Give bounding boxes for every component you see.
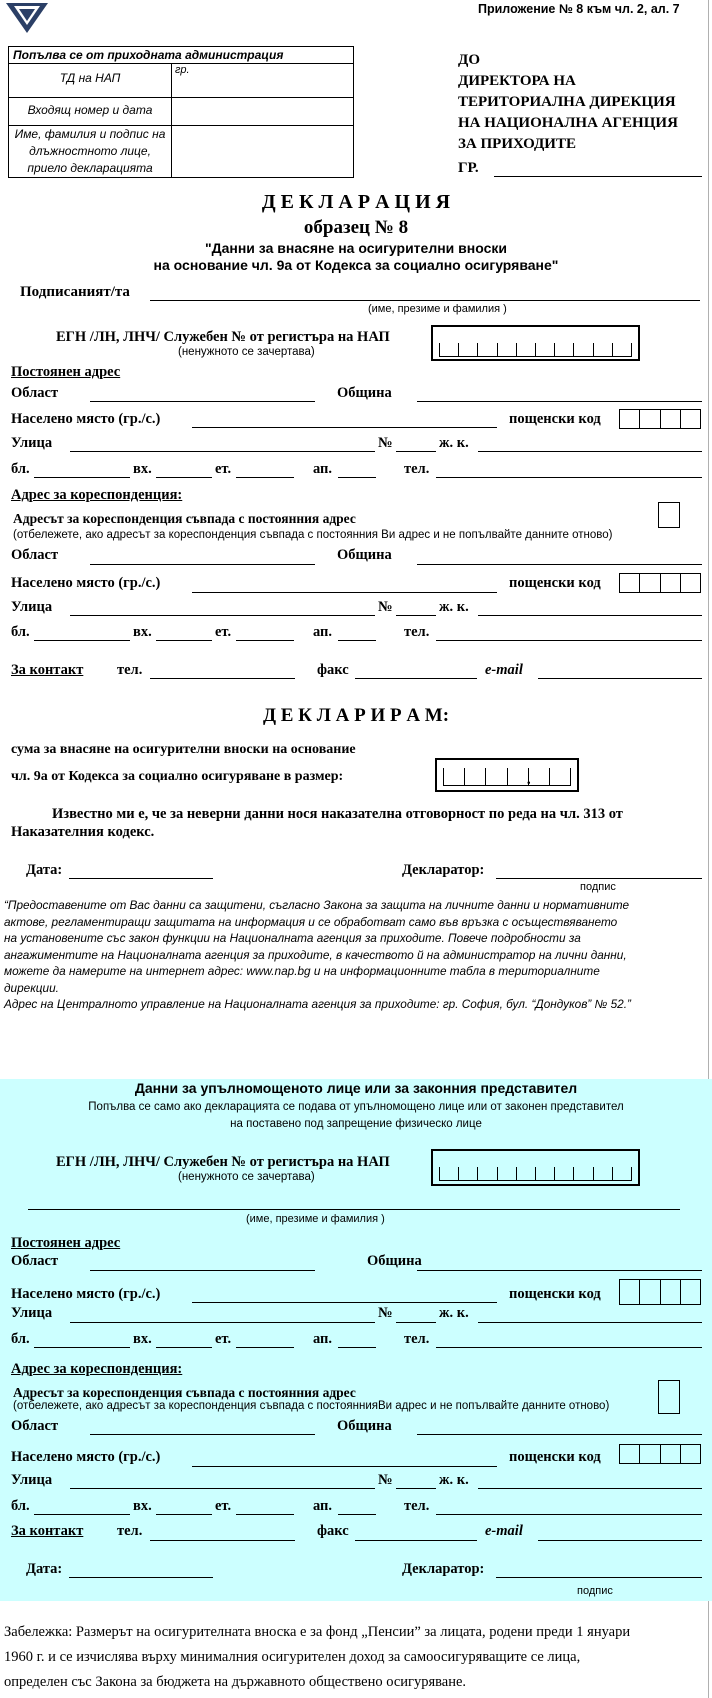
floor-field[interactable] bbox=[236, 640, 294, 641]
date-label: Дата: bbox=[26, 862, 63, 878]
correspondence-address-heading: Адрес за кореспонденция: bbox=[11, 487, 183, 503]
street-field[interactable] bbox=[70, 615, 375, 616]
rep-egn-hint: (ненужното се зачертава) bbox=[178, 1171, 315, 1183]
settlement-field[interactable] bbox=[192, 592, 497, 593]
addressee-line: ДО bbox=[458, 52, 480, 68]
district-label: ж. к. bbox=[439, 599, 469, 615]
admin-box-header: Попълва се от приходната администрация bbox=[13, 48, 284, 62]
rep-declarant-signature-field[interactable] bbox=[496, 1577, 702, 1578]
rep-correspondence-address-heading: Адрес за кореспонденция: bbox=[11, 1361, 183, 1377]
phone-field[interactable] bbox=[436, 1347, 702, 1348]
region-field[interactable] bbox=[90, 1270, 315, 1271]
block-label: бл. bbox=[11, 624, 30, 640]
district-field[interactable] bbox=[478, 1322, 702, 1323]
block-field[interactable] bbox=[34, 1514, 130, 1515]
settlement-label: Населено място (гр./с.) bbox=[11, 575, 161, 591]
rep-same-address-checkbox[interactable] bbox=[658, 1380, 680, 1414]
sample-number: образец № 8 bbox=[303, 217, 409, 238]
settlement-label: Населено място (гр./с.) bbox=[11, 411, 161, 427]
settlement-label: Населено място (гр./с.) bbox=[11, 1449, 161, 1465]
permanent-address-heading: Постоянен адрес bbox=[11, 364, 121, 380]
contact-phone-label: тел. bbox=[117, 662, 143, 678]
municipality-label: Община bbox=[367, 1253, 422, 1269]
rep-same-address-label: Адресът за кореспонденция съвпада с постоянния адрес bbox=[13, 1385, 356, 1400]
addressee-line: ДИРЕКТОРА НА bbox=[458, 73, 576, 89]
addressee-line: ТЕРИТОРИАЛНА ДИРЕКЦИЯ bbox=[458, 94, 676, 110]
settlement-field[interactable] bbox=[192, 1302, 497, 1303]
representative-note-2: на поставено под запрещение физическо лице bbox=[230, 1118, 482, 1130]
privacy-line: “Предоставените от Вас данни са защитени, съгласно Закона за защита на личните данни и нормативните bbox=[4, 898, 630, 912]
apartment-label: ап. bbox=[313, 461, 333, 477]
region-label: Област bbox=[11, 547, 59, 563]
municipality-field[interactable] bbox=[417, 564, 702, 565]
floor-field[interactable] bbox=[236, 1347, 294, 1348]
admin-row-td-value[interactable]: гр. bbox=[175, 64, 190, 76]
footer-line: Забележка: Размерът на осигурителната вноска е за фонд „Пенсии” за лицата, родени преди 1 януари bbox=[4, 1624, 631, 1640]
subtitle-line-1: "Данни за внасяне на осигурителни вноски bbox=[205, 240, 507, 256]
floor-label: ет. bbox=[215, 1498, 232, 1514]
district-field[interactable] bbox=[478, 615, 702, 616]
apartment-field[interactable] bbox=[338, 1347, 376, 1348]
same-address-label: Адресът за кореспонденция съвпада с постоянния адрес bbox=[13, 511, 356, 526]
street-label: Улица bbox=[11, 599, 53, 615]
entrance-field[interactable] bbox=[156, 640, 212, 641]
postcode-field[interactable] bbox=[619, 409, 701, 429]
rep-date-label: Дата: bbox=[26, 1561, 63, 1577]
liability-line-2: Наказателния кодекс. bbox=[11, 824, 155, 840]
postcode-field[interactable] bbox=[619, 1279, 701, 1305]
rep-same-address-hint: (отбележете, ако адресът за кореспонденция съвпада с постояннияВи адрес и не попълвайте данните отново) bbox=[13, 1400, 610, 1412]
region-field[interactable] bbox=[90, 564, 315, 565]
settlement-field[interactable] bbox=[192, 1466, 497, 1467]
admin-row-td-label: ТД на НАП bbox=[59, 71, 121, 85]
district-field[interactable] bbox=[478, 1488, 702, 1489]
street-label: Улица bbox=[11, 1305, 53, 1321]
liability-line-1: Известно ми е, че за неверни данни нося наказателна отговорност по реда на чл. 313 от bbox=[52, 806, 623, 822]
municipality-label: Община bbox=[337, 385, 392, 401]
addressee bbox=[458, 50, 678, 155]
signer-label: Подписаният/та bbox=[20, 284, 130, 300]
municipality-field[interactable] bbox=[417, 1434, 702, 1435]
addressee-line: ЗА ПРИХОДИТЕ bbox=[458, 136, 576, 152]
street-field[interactable] bbox=[70, 1488, 375, 1489]
number-field[interactable] bbox=[396, 615, 436, 616]
postcode-field[interactable] bbox=[619, 1444, 701, 1464]
municipality-field[interactable] bbox=[417, 401, 702, 402]
street-label: Улица bbox=[11, 1472, 53, 1488]
representative-title: Данни за упълномощеното лице или за законния представител bbox=[134, 1080, 578, 1096]
privacy-line: актове, регламентиращи защитата на информация и се обработват само във връзка с осъществяването bbox=[4, 914, 618, 929]
entrance-label: вх. bbox=[133, 1498, 152, 1514]
egn-label: ЕГН /ЛН, ЛНЧ/ Служебен № от регистъра на НАП bbox=[56, 329, 390, 345]
phone-label: тел. bbox=[404, 1498, 430, 1514]
settlement-field[interactable] bbox=[192, 427, 497, 428]
contact-label: За контакт bbox=[11, 662, 84, 678]
footer-line: 1960 г. и се изчислява върху минималния осигурителен доход за самоосигуряващите се лица, bbox=[4, 1649, 581, 1665]
email-field[interactable] bbox=[538, 678, 702, 679]
entrance-field[interactable] bbox=[156, 477, 212, 478]
rep-contact-phone-field[interactable] bbox=[150, 1540, 295, 1541]
entrance-label: вх. bbox=[133, 1331, 152, 1347]
block-field[interactable] bbox=[34, 640, 130, 641]
phone-field[interactable] bbox=[436, 640, 702, 641]
privacy-line: ангажиментите на Националната агенция за приходите, в качеството й на администратор на лични данни, bbox=[4, 947, 627, 962]
rep-fax-label: факс bbox=[317, 1523, 349, 1539]
entrance-field[interactable] bbox=[156, 1347, 212, 1348]
subtitle-line-2: на основание чл. 9а от Кодекса за социално осигуряване" bbox=[153, 257, 559, 273]
rep-egn-box[interactable] bbox=[431, 1149, 640, 1186]
block-label: бл. bbox=[11, 1331, 30, 1347]
region-field[interactable] bbox=[90, 401, 315, 402]
district-field[interactable] bbox=[478, 451, 702, 452]
district-label: ж. к. bbox=[439, 435, 469, 451]
admin-box bbox=[8, 46, 354, 178]
floor-label: ет. bbox=[215, 461, 232, 477]
representative-note-1: Попълва се само ако декларацията се подава от упълномощено лице или от законен представител bbox=[88, 1101, 624, 1113]
apartment-field[interactable] bbox=[338, 640, 376, 641]
contact-phone-field[interactable] bbox=[150, 678, 295, 679]
rep-contact-label: За контакт bbox=[11, 1523, 84, 1539]
document-title: Д Е К Л А Р А Ц И Я bbox=[261, 191, 451, 213]
rep-permanent-address-heading: Постоянен адрес bbox=[11, 1235, 121, 1251]
amount-line-1: сума за внасяне на осигурителни вноски на основание bbox=[11, 742, 356, 757]
declarant-signature-field[interactable] bbox=[496, 878, 702, 879]
district-label: ж. к. bbox=[439, 1305, 469, 1321]
phone-label: тел. bbox=[404, 461, 430, 477]
fax-field[interactable] bbox=[355, 678, 477, 679]
amount-box[interactable]: . bbox=[435, 758, 579, 792]
rep-name-field[interactable] bbox=[28, 1209, 680, 1210]
postcode-label: пощенски код bbox=[509, 1286, 601, 1302]
block-field[interactable] bbox=[34, 477, 130, 478]
street-field[interactable] bbox=[70, 451, 375, 452]
rep-name-hint: (име, презиме и фамилия ) bbox=[246, 1213, 385, 1225]
postcode-label: пощенски код bbox=[509, 575, 601, 591]
amount-line-2: чл. 9а от Кодекса за социално осигуряване в размер: bbox=[11, 769, 344, 784]
number-label: № bbox=[378, 599, 393, 615]
floor-field[interactable] bbox=[236, 1514, 294, 1515]
privacy-line: можете да намерите на интернет адрес: www.nap.bg и на информационните табла в териториалните bbox=[4, 964, 600, 978]
phone-field[interactable] bbox=[436, 477, 702, 478]
region-label: Област bbox=[11, 1253, 59, 1269]
district-label: ж. к. bbox=[439, 1472, 469, 1488]
rep-declarant-label: Декларатор: bbox=[402, 1561, 485, 1577]
block-label: бл. bbox=[11, 461, 30, 477]
phone-label: тел. bbox=[404, 1331, 430, 1347]
number-label: № bbox=[378, 1305, 393, 1321]
street-label: Улица bbox=[11, 435, 53, 451]
region-field[interactable] bbox=[90, 1434, 315, 1435]
floor-field[interactable] bbox=[236, 477, 294, 478]
settlement-label: Населено място (гр./с.) bbox=[11, 1286, 161, 1302]
entrance-label: вх. bbox=[133, 461, 152, 477]
addressee-city-field[interactable] bbox=[494, 176, 702, 177]
addressee-line: НА НАЦИОНАЛНА АГЕНЦИЯ bbox=[458, 115, 678, 131]
apartment-field[interactable] bbox=[338, 477, 376, 478]
postcode-label: пощенски код bbox=[509, 1449, 601, 1465]
number-label: № bbox=[378, 1472, 393, 1488]
fax-label: факс bbox=[317, 662, 349, 678]
floor-label: ет. bbox=[215, 1331, 232, 1347]
region-label: Област bbox=[11, 1418, 59, 1434]
rep-email-field[interactable] bbox=[538, 1540, 702, 1541]
rep-email-label: e-mail bbox=[485, 1523, 523, 1539]
postcode-label: пощенски код bbox=[509, 411, 601, 427]
municipality-label: Община bbox=[337, 547, 392, 563]
apartment-label: ап. bbox=[313, 624, 333, 640]
privacy-line: на установените със закон функции на Националната агенция за приходите. Повече подробности за bbox=[4, 931, 581, 945]
entrance-field[interactable] bbox=[156, 1514, 212, 1515]
date-field[interactable] bbox=[69, 878, 213, 879]
phone-label: тел. bbox=[404, 624, 430, 640]
apartment-label: ап. bbox=[313, 1331, 333, 1347]
street-field[interactable] bbox=[70, 1322, 375, 1323]
floor-label: ет. bbox=[215, 624, 232, 640]
apartment-label: ап. bbox=[313, 1498, 333, 1514]
signer-hint: (име, презиме и фамилия ) bbox=[368, 303, 507, 315]
rep-egn-label: ЕГН /ЛН, ЛНЧ/ Служебен № от регистъра на НАП bbox=[56, 1154, 390, 1170]
admin-row-incoming-label: Входящ номер и дата bbox=[27, 103, 153, 117]
number-label: № bbox=[378, 435, 393, 451]
declare-heading: Д Е К Л А Р И Р А М: bbox=[262, 705, 450, 726]
municipality-field[interactable] bbox=[417, 1270, 702, 1271]
privacy-line: дирекции. bbox=[4, 980, 59, 995]
admin-row-official-label: Име, фамилия и подпис на длъжностното лице, приело декларацията bbox=[14, 127, 166, 175]
number-field[interactable] bbox=[396, 451, 436, 452]
postcode-field[interactable] bbox=[619, 573, 701, 593]
phone-field[interactable] bbox=[436, 1514, 702, 1515]
rep-fax-field[interactable] bbox=[355, 1540, 477, 1541]
block-field[interactable] bbox=[34, 1347, 130, 1348]
addressee-city-label: ГР. bbox=[458, 160, 479, 176]
apartment-field[interactable] bbox=[338, 1514, 376, 1515]
egn-box[interactable] bbox=[431, 325, 640, 361]
number-field[interactable] bbox=[396, 1488, 436, 1489]
footer-note bbox=[4, 1620, 630, 1695]
municipality-label: Община bbox=[337, 1418, 392, 1434]
entrance-label: вх. bbox=[133, 624, 152, 640]
block-label: бл. bbox=[11, 1498, 30, 1514]
rep-contact-phone-label: тел. bbox=[117, 1523, 143, 1539]
same-address-checkbox[interactable] bbox=[658, 502, 680, 528]
footer-line: определен със Закона за бюджета на държавното обществено осигуряване. bbox=[4, 1674, 467, 1690]
appendix-reference: Приложение № 8 към чл. 2, ал. 7 bbox=[478, 2, 680, 16]
egn-hint: (ненужното се зачертава) bbox=[178, 346, 315, 358]
number-field[interactable] bbox=[396, 1322, 436, 1323]
region-label: Област bbox=[11, 385, 59, 401]
rep-date-field[interactable] bbox=[69, 1577, 213, 1578]
email-label: e-mail bbox=[485, 662, 523, 678]
same-address-hint: (отбележете, ако адресът за кореспонденция съвпада с постоянния Ви адрес и не попълвайте данните отново) bbox=[13, 529, 613, 541]
privacy-notice bbox=[4, 897, 631, 1013]
declarant-label: Декларатор: bbox=[402, 862, 485, 878]
signature-hint: подпис bbox=[580, 881, 616, 893]
nap-logo-icon bbox=[6, 3, 48, 37]
privacy-line: Адрес на Централното управление на Националната агенция за приходите: гр. София, бул. “Дондуков” № 52.” bbox=[4, 997, 631, 1011]
rep-signature-hint: подпис bbox=[577, 1585, 613, 1597]
signer-name-field[interactable] bbox=[150, 300, 700, 301]
